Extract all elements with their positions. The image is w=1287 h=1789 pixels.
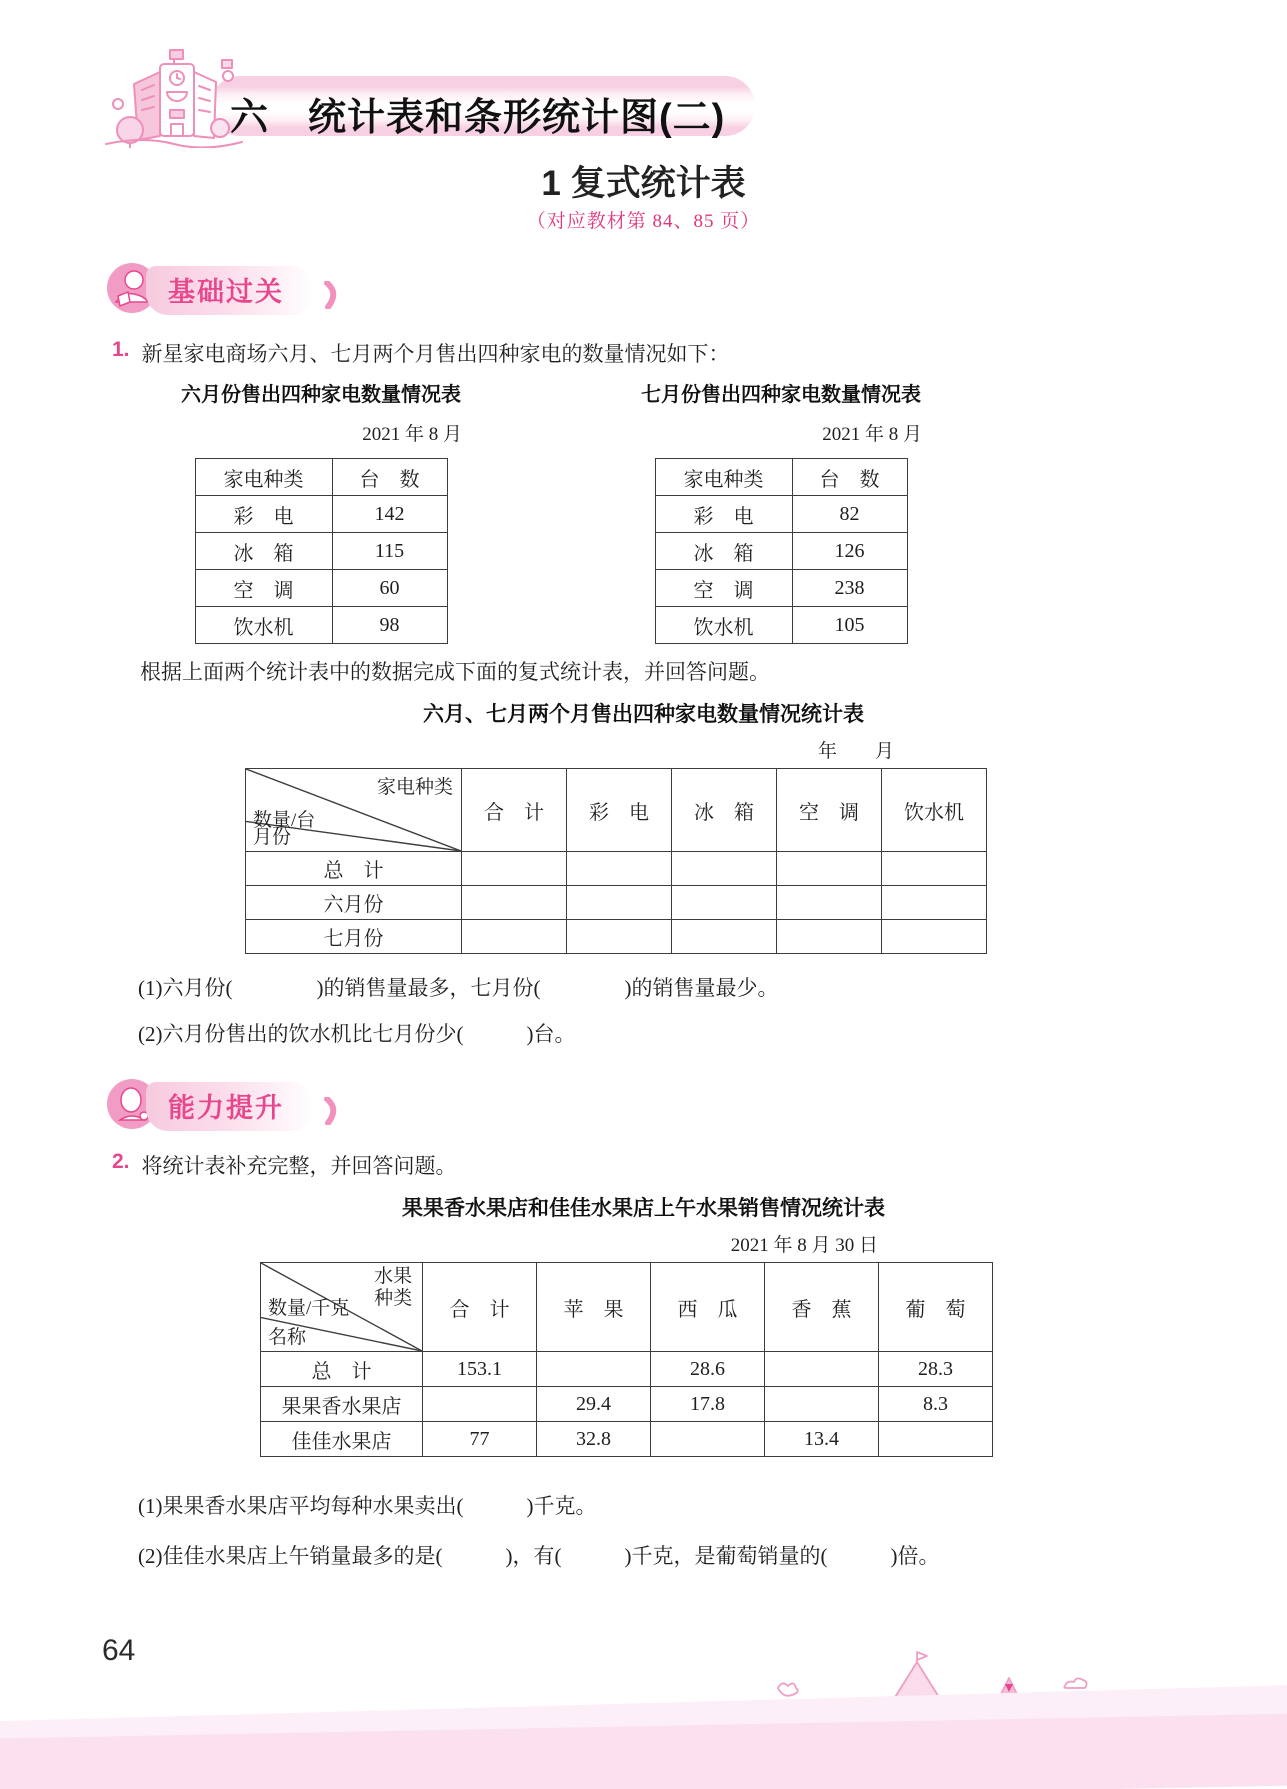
table-row [246,852,987,886]
table-row [261,1422,993,1457]
header-cell: 家电种类 [195,459,332,496]
july-table-group [626,378,936,644]
label-cell: 果果香水果店 [261,1387,423,1422]
table-row [246,920,987,954]
table-row [195,459,447,496]
label-cell: 饮水机 [655,607,792,644]
value-cell: 29.4 [537,1387,651,1422]
question-1 [112,338,730,368]
label-cell: 冰 箱 [655,533,792,570]
badge-tail-icon [324,281,340,314]
header-cell: 葡 萄 [879,1263,993,1352]
table-row [195,607,447,644]
answer-cell [882,886,987,920]
table-row [655,459,907,496]
header-cell: 西 瓜 [651,1263,765,1352]
table-row [655,570,907,607]
diagonal-label-shop-name: 名称 [268,1327,307,1348]
value-cell: 28.3 [879,1352,993,1387]
answer-cell [423,1387,537,1422]
section-basic-badge [106,262,340,319]
table-row [655,496,907,533]
table-row [655,533,907,570]
q1-sub-question-2: (2)六月份售出的饮水机比七月份少( )台。 [138,1022,576,1046]
table-row [261,1387,993,1422]
june-table-group [166,378,476,644]
summary-table-title: 六月、七月两个月售出四种家电数量情况统计表 [423,703,864,726]
value-cell: 105 [792,607,907,644]
header-cell: 冰 箱 [672,769,777,852]
header-cell: 苹 果 [537,1263,651,1352]
header-cell: 空 调 [777,769,882,852]
table-row [246,769,987,852]
diagonal-label-unit: 数量/台 [253,810,316,831]
page-number: 64 [102,1634,136,1667]
value-cell: 238 [792,570,907,607]
answer-cell [672,920,777,954]
answer-cell [672,886,777,920]
value-cell: 153.1 [423,1352,537,1387]
answer-cell [567,852,672,886]
table-row [261,1352,993,1387]
answer-cell [765,1352,879,1387]
lesson-title: 1 复式统计表 [541,164,746,203]
table-row [195,533,447,570]
table-row [261,1263,993,1352]
question-2-text: 将统计表补充完整，并回答问题。 [141,1154,457,1178]
june-sales-table [195,458,448,644]
question-1-number: 1. [112,338,130,361]
question-1-text: 新星家电商场六月、七月两个月售出四种家电的数量情况如下： [141,342,730,366]
label-cell: 空 调 [655,570,792,607]
label-cell: 六月份 [246,886,462,920]
answer-cell [765,1387,879,1422]
label-cell: 彩 电 [195,496,332,533]
header-cell: 合 计 [423,1263,537,1352]
answer-cell [651,1422,765,1457]
answer-cell [462,852,567,886]
answer-cell [537,1352,651,1387]
q2-sub-question-1: (1)果果香水果店平均每种水果卖出( )千克。 [138,1494,597,1518]
chapter-title: 六 统计表和条形统计图(二) [230,97,726,139]
label-cell: 佳佳水果店 [261,1422,423,1457]
label-cell: 彩 电 [655,496,792,533]
diagonal-label-unit: 数量/千克 [268,1298,350,1319]
answer-cell [882,920,987,954]
q1-sub-question-1: (1)六月份( )的销售量最多，七月份( )的销售量最少。 [138,976,779,1000]
badge-label: 基础过关 [168,277,284,307]
badge-pill [146,1082,314,1131]
diagonal-label-category: 家电种类 [376,777,453,798]
july-table-title: 七月份售出四种家电数量情况表 [641,384,921,406]
value-cell: 126 [792,533,907,570]
table-row [195,570,447,607]
label-cell: 饮水机 [195,607,332,644]
answer-cell [672,852,777,886]
answer-cell [567,886,672,920]
q1-instruction: 根据上面两个统计表中的数据完成下面的复式统计表，并回答问题。 [140,660,770,684]
lesson-subtitle: （对应教材第 84、85 页） [526,211,761,232]
header-cell: 台 数 [332,459,447,496]
label-cell: 七月份 [246,920,462,954]
header-cell: 台 数 [792,459,907,496]
table-row [195,496,447,533]
value-cell: 8.3 [879,1387,993,1422]
header-cell: 饮水机 [882,769,987,852]
header-cell: 家电种类 [655,459,792,496]
label-cell: 冰 箱 [195,533,332,570]
june-table-title: 六月份售出四种家电数量情况表 [181,384,461,406]
value-cell: 32.8 [537,1422,651,1457]
question-2-number: 2. [112,1150,130,1173]
header-cell: 合 计 [462,769,567,852]
value-cell: 115 [332,533,447,570]
section-advanced-badge [106,1078,340,1135]
answer-cell [567,920,672,954]
badge-pill [146,266,314,315]
value-cell: 77 [423,1422,537,1457]
value-cell: 60 [332,570,447,607]
table-row [246,886,987,920]
value-cell: 28.6 [651,1352,765,1387]
answer-cell [462,886,567,920]
value-cell: 98 [332,607,447,644]
question-2 [112,1150,457,1180]
value-cell: 17.8 [651,1387,765,1422]
summary-table [245,768,987,954]
summary-table-date: 年 月 [817,741,894,762]
badge-tail-icon [324,1097,340,1130]
june-table-date: 2021 年 8 月 [362,424,462,445]
value-cell: 13.4 [765,1422,879,1457]
label-cell: 总 计 [246,852,462,886]
diagonal-header-cell [246,769,462,852]
school-building-illustration-icon [104,48,244,153]
label-cell: 总 计 [261,1352,423,1387]
value-cell: 82 [792,496,907,533]
diagonal-header-cell [261,1263,423,1352]
fruit-table-date: 2021 年 8 月 30 日 [730,1235,878,1256]
answer-cell [879,1422,993,1457]
diagonal-label-fruit-type: 水果种类 [374,1266,413,1309]
july-sales-table [655,458,908,644]
header-cell: 香 蕉 [765,1263,879,1352]
fruit-table-title: 果果香水果店和佳佳水果店上午水果销售情况统计表 [402,1197,885,1220]
answer-cell [882,852,987,886]
badge-label: 能力提升 [168,1093,284,1123]
answer-cell [777,886,882,920]
label-cell: 空 调 [195,570,332,607]
table-row [655,607,907,644]
value-cell: 142 [332,496,447,533]
header-cell: 彩 电 [567,769,672,852]
answer-cell [462,920,567,954]
diagonal-label-month: 月份 [253,827,292,848]
answer-cell [777,920,882,954]
fruit-sales-table [260,1262,993,1457]
july-table-date: 2021 年 8 月 [822,424,922,445]
answer-cell [777,852,882,886]
q2-sub-question-2: (2)佳佳水果店上午销量最多的是( )，有( )千克，是葡萄销量的( )倍。 [138,1544,940,1568]
